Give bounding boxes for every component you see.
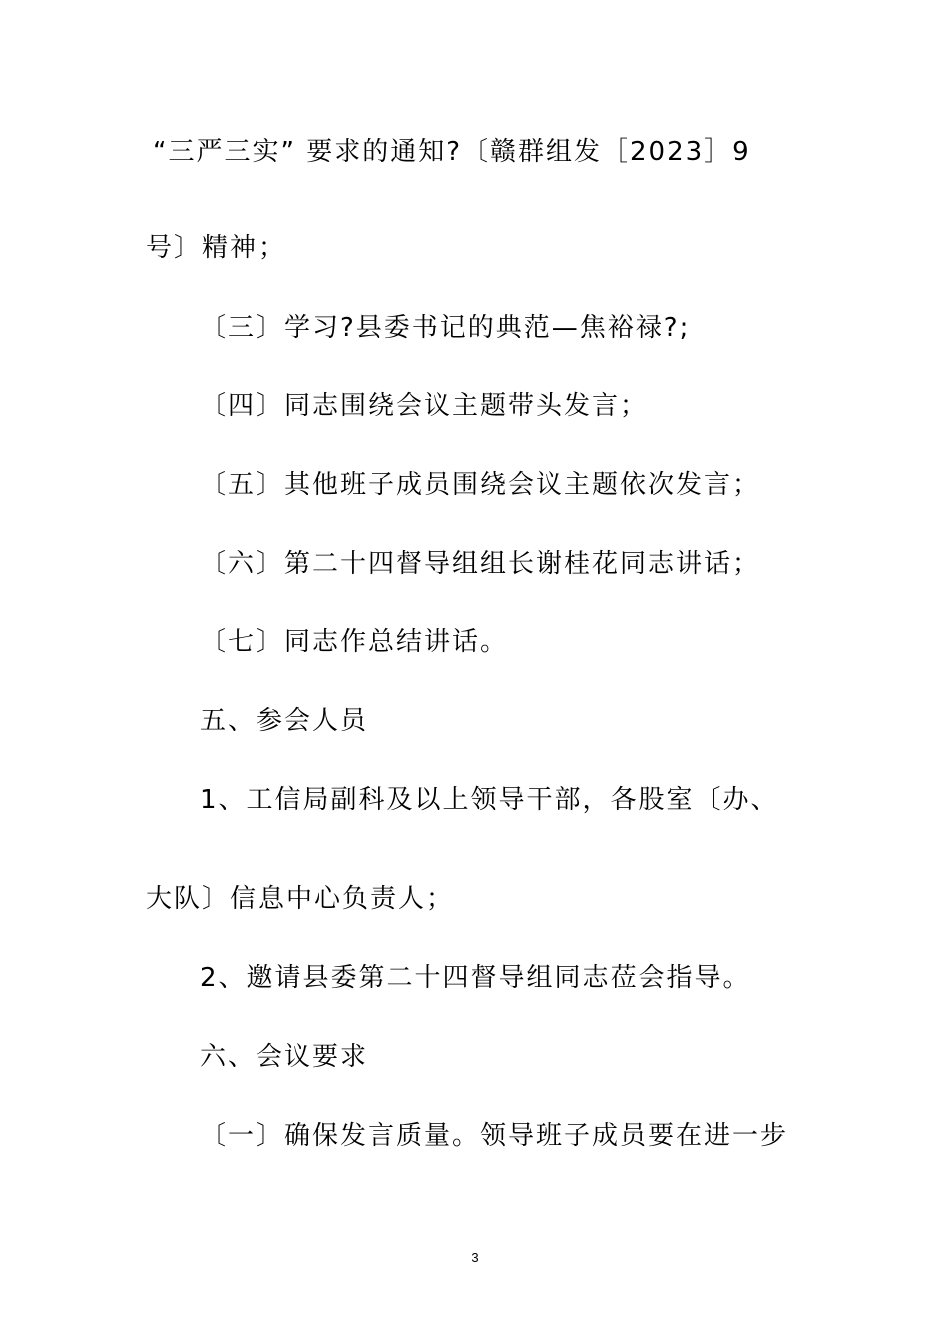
section-heading-requirements: 六、会议要求 (200, 1042, 369, 1072)
attendee-item-1: 1、工信局副科及以上领导干部，各股室〔办、 (200, 785, 779, 815)
list-item-7: 〔七〕同志作总结讲话。 (200, 627, 509, 657)
attendee-item-1-continuation: 大队〕信息中心负责人； (146, 884, 455, 914)
page-number: 3 (471, 1250, 479, 1265)
section-heading-attendees: 五、参会人员 (200, 706, 369, 736)
list-item-4: 〔四〕同志围绕会议主题带头发言； (200, 391, 649, 421)
list-item-6: 〔六〕第二十四督导组组长谢桂花同志讲话； (200, 549, 761, 579)
attendee-item-2: 2、邀请县委第二十四督导组同志莅会指导。 (200, 963, 751, 993)
text-line-2: 号〕精神； (146, 233, 287, 263)
requirement-item-1: 〔一〕确保发言质量。领导班子成员要在进一步 (200, 1121, 789, 1151)
list-item-5: 〔五〕其他班子成员围绕会议主题依次发言； (200, 470, 761, 500)
text-line-1: “三严三实” 要求的通知?〔赣群组发［2023］9 (153, 137, 751, 167)
list-item-3: 〔三〕学习?县委书记的典范—焦裕禄?; (200, 313, 691, 343)
